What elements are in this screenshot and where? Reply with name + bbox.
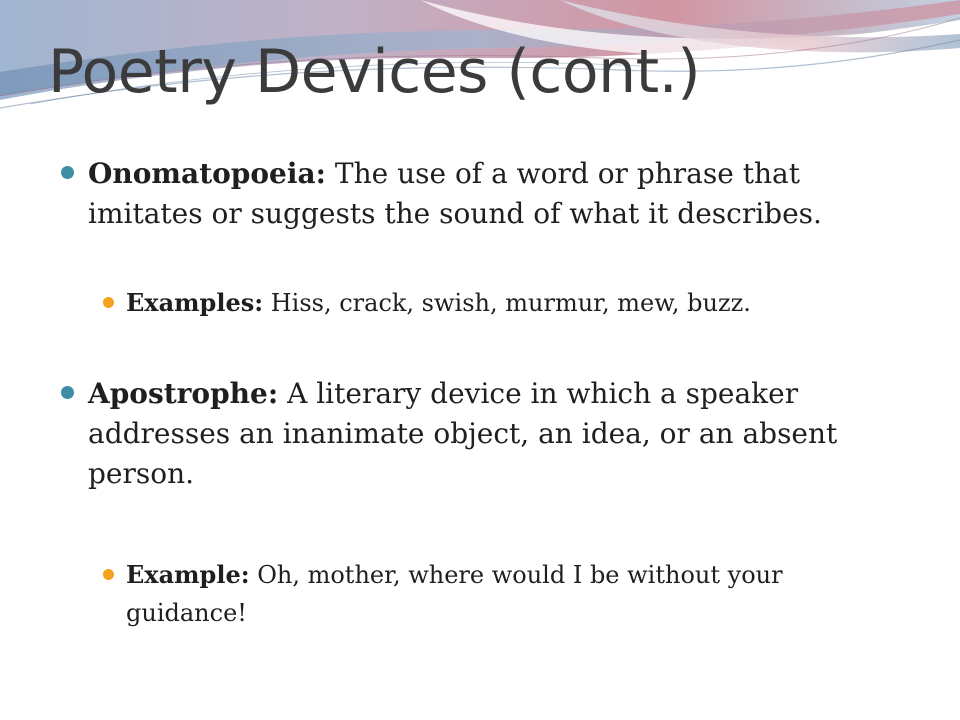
sub-bullet-item bbox=[126, 284, 886, 322]
sub-bullet-text: Oh, mother, where would I be without your guidance! bbox=[126, 561, 783, 627]
sub-bullet-term: Example: bbox=[126, 560, 250, 589]
sub-bullet-dot-icon bbox=[103, 297, 114, 308]
bullet-dot-icon bbox=[61, 166, 74, 179]
sub-bullet-text: Hiss, crack, swish, murmur, mew, buzz. bbox=[263, 289, 751, 317]
bullet-text: The use of a word or phrase that imitates or suggests the sound of what it describes. bbox=[88, 157, 822, 230]
bullet-term: Onomatopoeia: bbox=[88, 157, 326, 190]
bullet-item bbox=[88, 374, 878, 494]
slide-title: Poetry Devices (cont.) bbox=[48, 37, 701, 107]
bullet-dot-icon bbox=[61, 386, 74, 399]
bullet-item bbox=[88, 154, 888, 234]
bullet-text: A literary device in which a speaker addresses an inanimate object, an idea, or an absent person. bbox=[88, 377, 838, 490]
sub-bullet-item bbox=[126, 556, 886, 632]
bullet-term: Apostrophe: bbox=[88, 377, 279, 410]
sub-bullet-dot-icon bbox=[103, 569, 114, 580]
sub-bullet-term: Examples: bbox=[126, 288, 264, 317]
